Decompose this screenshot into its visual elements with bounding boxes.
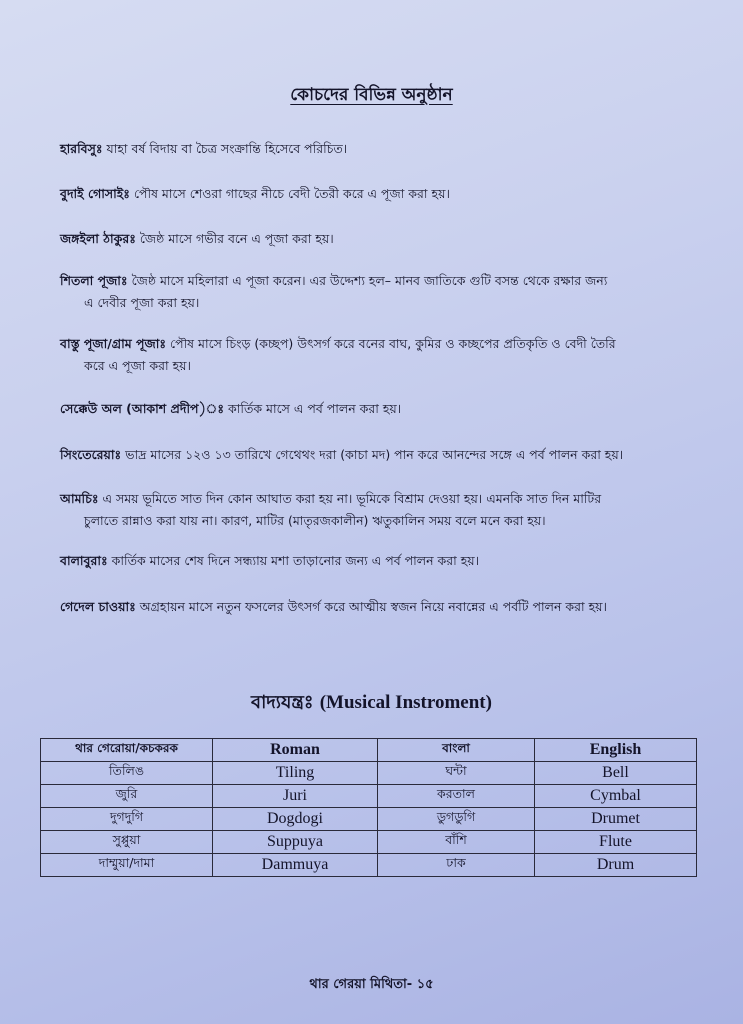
cell-english: Cymbal (535, 785, 697, 808)
table-row (41, 808, 697, 831)
ceremony-term: শিতলা পূজাঃ (60, 273, 128, 288)
ceremony-description-continued: চুলাতে রান্নাও করা যায় না। কারণ, মাটির (মাতৃরজকালীন) ঋতুকালিন সময় বলে মনে করা হয়। (84, 513, 546, 528)
cell-roman: Suppuya (213, 831, 378, 854)
ceremony-term: আমচিঃ (60, 491, 99, 506)
ceremony-description: জৈষ্ঠ মাসে মহিলারা এ পূজা করেন। এর উদ্দেশ্য হল– মানব জাতিকে গুটি বসন্ত থেকে রক্ষার জন্য (131, 273, 608, 288)
cell-roman: Dogdogi (213, 808, 378, 831)
cell-roman: Juri (213, 785, 378, 808)
cell-thar: দুগদুগি (41, 808, 213, 831)
ceremony-description: ভাদ্র মাসের ১২ও ১৩ তারিখে গেথেথং দরা (কাচা মদ) পান করে আনন্দের সঙ্গে এ পর্ব পালন করা হয়। (125, 447, 624, 462)
ceremony-entry (60, 444, 700, 466)
page-footer: থার গেরয়া মিথিতা- ১৫ (309, 977, 434, 992)
instruments-heading-bn: বাদ্যযন্ত্রঃ (251, 692, 314, 713)
ceremony-term: সেক্কেউ অল (আকাশ প্রদীপ)ঃ (60, 401, 225, 416)
instruments-heading (0, 688, 743, 719)
table-row (41, 831, 697, 854)
instruments-table (40, 738, 697, 877)
ceremony-entry (60, 596, 700, 618)
ceremony-description-continued: এ দেবীর পূজা করা হয়। (84, 295, 200, 310)
ceremony-term: বুদাই গোসাইঃ (60, 186, 130, 201)
column-header-bangla: বাংলা (378, 739, 535, 762)
cell-english: Drumet (535, 808, 697, 831)
table-row (41, 762, 697, 785)
column-header-thar: থার গেরোয়া/কচকরক (41, 739, 213, 762)
ceremony-term: গেদেল চাওয়াঃ (60, 599, 136, 614)
cell-thar: দাম্মুয়া/দামা (41, 854, 213, 877)
cell-bangla: ঢাক (378, 854, 535, 877)
ceremony-description: পৌষ মাসে চিংড় (কচ্ছপ) উৎসর্গ করে বনের বাঘ, কুমির ও কচ্ছপের প্রতিকৃতি ও বেদী তৈরি (170, 336, 616, 351)
page-title: কোচদের বিভিন্ন অনুষ্ঠান (290, 85, 453, 105)
cell-thar: জুরি (41, 785, 213, 808)
ceremony-term: হারবিসুঃ (60, 141, 103, 156)
table-header-row (41, 739, 697, 762)
instruments-heading-en: (Musical Instroment) (319, 692, 492, 713)
column-header-roman: Roman (213, 739, 378, 762)
ceremony-entry (60, 138, 700, 160)
ceremony-term: বাস্তু পূজা/গ্রাম পূজাঃ (60, 336, 167, 351)
ceremony-entry (60, 333, 700, 377)
cell-english: Bell (535, 762, 697, 785)
cell-bangla: ডুগডুগি (378, 808, 535, 831)
cell-thar: সুপ্পুয়া (41, 831, 213, 854)
ceremony-term: জঙ্গইলা ঠাকুরঃ (60, 231, 136, 246)
table-row (41, 854, 697, 877)
ceremony-description: পৌষ মাসে শেওরা গাছের নীচে বেদী তৈরী করে এ পূজা করা হয়। (133, 186, 450, 201)
ceremony-entry (60, 550, 700, 572)
ceremony-entry (60, 183, 700, 205)
cell-roman: Dammuya (213, 854, 378, 877)
cell-thar: তিলিঙ (41, 762, 213, 785)
cell-bangla: ঘন্টা (378, 762, 535, 785)
ceremony-description: জৈষ্ঠ মাসে গভীর বনে এ পূজা করা হয়। (139, 231, 334, 246)
cell-bangla: বাঁশি (378, 831, 535, 854)
ceremony-term: বালাবুরাঃ (60, 553, 108, 568)
ceremony-entry (60, 398, 700, 420)
ceremony-entry (60, 488, 700, 532)
ceremony-description: কার্তিক মাসের শেষ দিনে সন্ধ্যায় মশা তাড়ানোর জন্য এ পর্ব পালন করা হয়। (111, 553, 480, 568)
column-header-english: English (535, 739, 697, 762)
ceremony-description: এ সময় ভূমিতে সাত দিন কোন আঘাত করা হয় না। ভূমিকে বিশ্রাম দেওয়া হয়। এমনকি সাত দিন মাটির (102, 491, 602, 506)
cell-english: Flute (535, 831, 697, 854)
cell-roman: Tiling (213, 762, 378, 785)
ceremony-description: কার্তিক মাসে এ পর্ব পালন করা হয়। (228, 401, 402, 416)
ceremony-term: সিংতেরেয়াঃ (60, 447, 122, 462)
cell-bangla: করতাল (378, 785, 535, 808)
table-row (41, 785, 697, 808)
ceremony-description: যাহা বর্ষ বিদায় বা চৈত্র সংক্রান্তি হিসেবে পরিচিত। (106, 141, 348, 156)
ceremony-entry (60, 228, 700, 250)
ceremony-entry (60, 270, 700, 314)
cell-english: Drum (535, 854, 697, 877)
ceremony-description-continued: করে এ পূজা করা হয়। (84, 358, 191, 373)
ceremony-description: অগ্রহায়ন মাসে নতুন ফসলের উৎসর্গ করে আত্মীয় স্বজন নিয়ে নবান্নের এ পর্বটি পালন করা হয়। (139, 599, 608, 614)
